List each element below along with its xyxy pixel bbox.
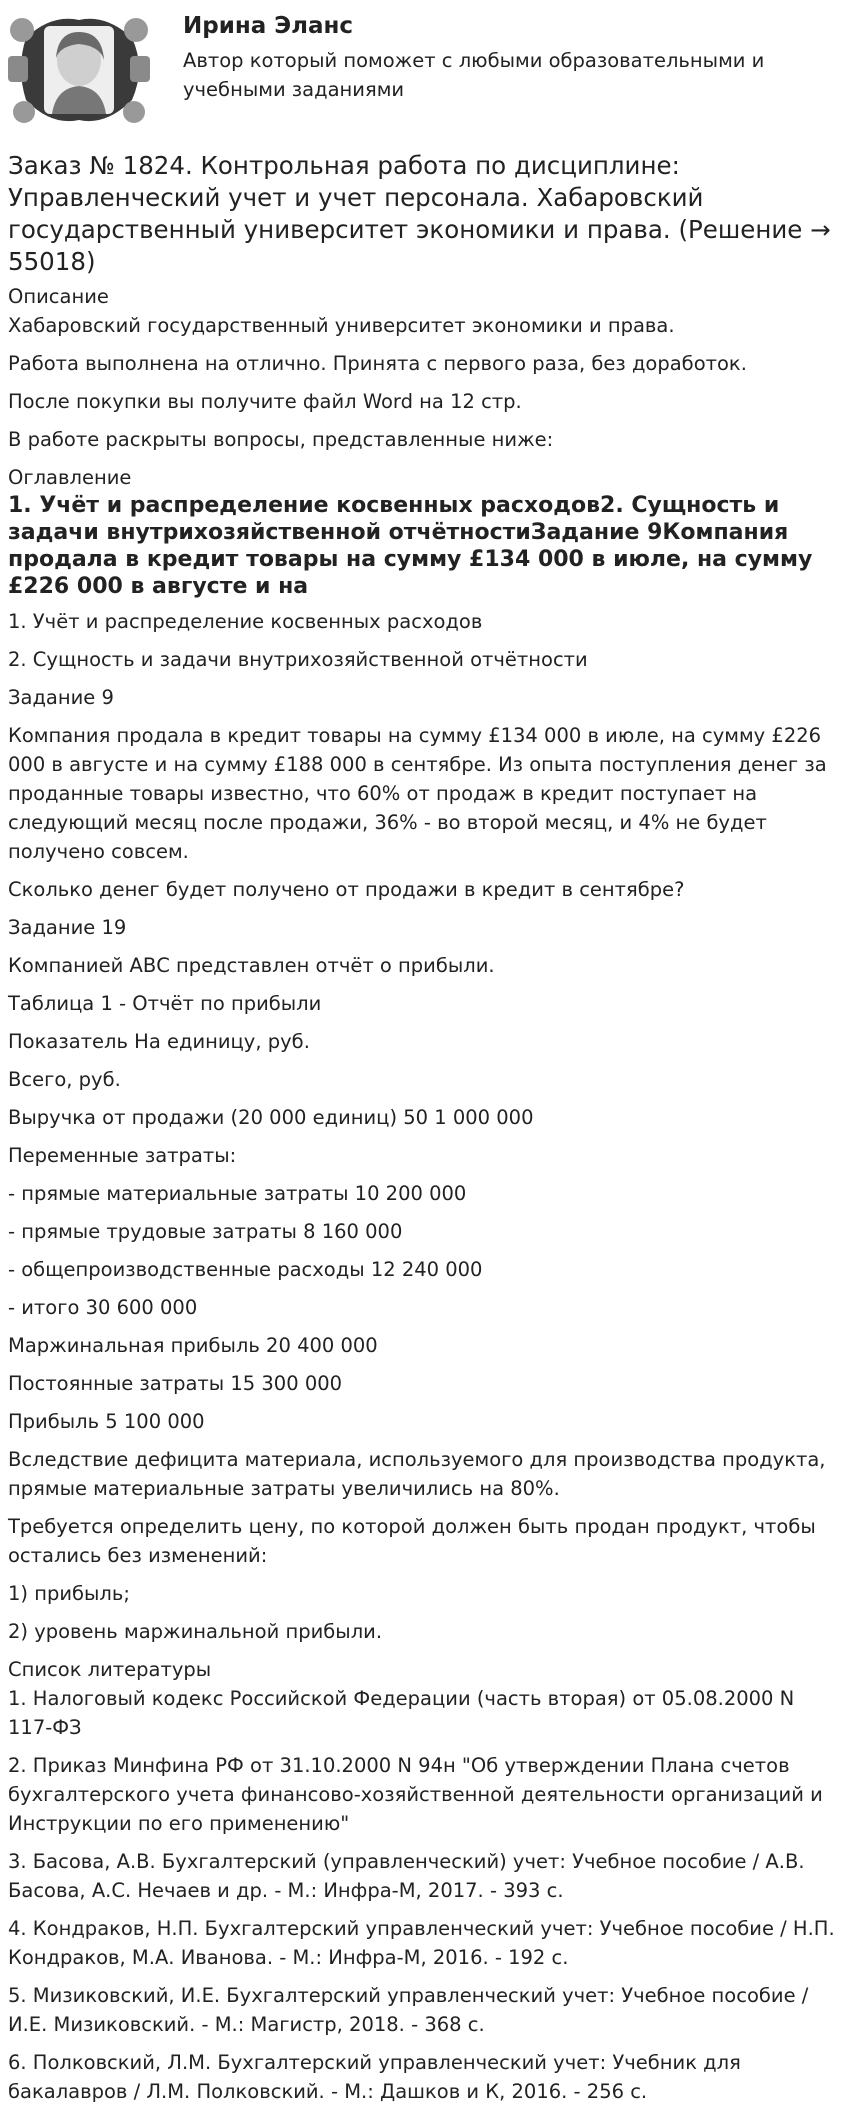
toc-paragraph: Всего, руб. xyxy=(8,1068,121,1091)
description-label: Описание xyxy=(8,285,109,308)
toc-label: Оглавление xyxy=(8,466,132,489)
toc-paragraph: Компания продала в кредит товары на сумму £134 000 в июле, на сумму £226 000 в августе и на сумму £188 000 в сентябре. Из опыта поступления денег за проданные товары известно, что 60% от продаж в кредит поступает на следующий месяц после продажи, 36% - во второй месяц, и 4% не будет получено совсем. xyxy=(8,724,827,863)
literature-item: 4. Кондраков, Н.П. Бухгалтерский управленческий учет: Учебное пособие / Н.П. Кондраков, М.А. Иванова. - М.: Инфра-М, 2016. - 192 с. xyxy=(8,1917,835,1969)
page-title: Заказ № 1824. Контрольная работа по дисциплине: Управленческий учет и учет персонала. Хабаровский государственный университет экономики и права. (Решение → 55018) xyxy=(8,151,831,276)
description-paragraph: После покупки вы получите файл Word на 12 стр. xyxy=(8,390,522,413)
toc-paragraph: Вследствие дефицита материала, используемого для производства продукта, прямые материальные затраты увеличились на 80%. xyxy=(8,1448,826,1500)
author-avatar xyxy=(6,8,152,132)
toc-paragraph: - прямые материальные затраты 10 200 000 xyxy=(8,1182,467,1205)
toc-paragraph: 2) уровень маржинальной прибыли. xyxy=(8,1620,383,1643)
description-paragraph: В работе раскрыты вопросы, представленные ниже: xyxy=(8,428,554,451)
toc-paragraph: - итого 30 600 000 xyxy=(8,1296,198,1319)
author-description: Автор который поможет с любыми образовательными и учебными заданиями xyxy=(183,49,765,101)
author-block xyxy=(0,0,847,138)
author-name[interactable]: Ирина Эланс xyxy=(183,13,354,39)
toc-heading: 1. Учёт и распределение косвенных расходов2. Сущность и задачи внутрихозяйственной отчётностиЗадание 9Компания продала в кредит товары на сумму £134 000 в июле, на сумму £226 000 в августе и на xyxy=(8,493,813,599)
literature-item: 3. Басова, А.В. Бухгалтерский (управленческий) учет: Учебное пособие / А.В. Басова, А.С. Нечаев и др. - М.: Инфра-М, 2017. - 393 с. xyxy=(8,1850,805,1902)
toc-paragraph: - общепроизводственные расходы 12 240 000 xyxy=(8,1258,483,1281)
description-paragraph: Работа выполнена на отлично. Принята с первого раза, без доработок. xyxy=(8,352,747,375)
toc-paragraph: Прибыль 5 100 000 xyxy=(8,1410,205,1433)
toc-paragraph: Задание 19 xyxy=(8,916,127,939)
toc-paragraph: Выручка от продажи (20 000 единиц) 50 1 000 000 xyxy=(8,1106,534,1129)
literature-item: 1. Налоговый кодекс Российской Федерации (часть вторая) от 05.08.2000 N 117-ФЗ xyxy=(8,1687,795,1739)
toc-paragraph: Требуется определить цену, по которой должен быть продан продукт, чтобы остались без изменений: xyxy=(8,1515,816,1567)
toc-paragraph: Таблица 1 - Отчёт по прибыли xyxy=(8,992,322,1015)
toc-paragraph: Компанией АВС представлен отчёт о прибыли. xyxy=(8,954,495,977)
toc-paragraph: Переменные затраты: xyxy=(8,1144,237,1167)
toc-paragraph: 1. Учёт и распределение косвенных расходов xyxy=(8,610,483,633)
description-paragraph: Хабаровский государственный университет экономики и права. xyxy=(8,314,675,337)
toc-paragraph: Показатель На единицу, руб. xyxy=(8,1030,310,1053)
toc-paragraph: 1) прибыль; xyxy=(8,1582,130,1605)
toc-paragraph: Постоянные затраты 15 300 000 xyxy=(8,1372,343,1395)
literature-item: 5. Мизиковский, И.Е. Бухгалтерский управленческий учет: Учебное пособие / И.Е. Мизиковский. - М.: Магистр, 2018. - 368 с. xyxy=(8,1984,809,2036)
literature-label: Список литературы xyxy=(8,1658,212,1681)
literature-item: 6. Полковский, Л.М. Бухгалтерский управленческий учет: Учебник для бакалавров / Л.М. Полковский. - М.: Дашков и К, 2016. - 256 с. xyxy=(8,2051,741,2103)
toc-paragraph: Сколько денег будет получено от продажи в кредит в сентябре? xyxy=(8,878,685,901)
toc-paragraph: Маржинальная прибыль 20 400 000 xyxy=(8,1334,378,1357)
toc-paragraph: - прямые трудовые затраты 8 160 000 xyxy=(8,1220,403,1243)
literature-item: 2. Приказ Минфина РФ от 31.10.2000 N 94н "Об утверждении Плана счетов бухгалтерского учета финансово-хозяйственной деятельности организаций и Инструкции по его применению" xyxy=(8,1754,823,1835)
toc-paragraph: Задание 9 xyxy=(8,686,114,709)
toc-paragraph: 2. Сущность и задачи внутрихозяйственной отчётности xyxy=(8,648,588,671)
